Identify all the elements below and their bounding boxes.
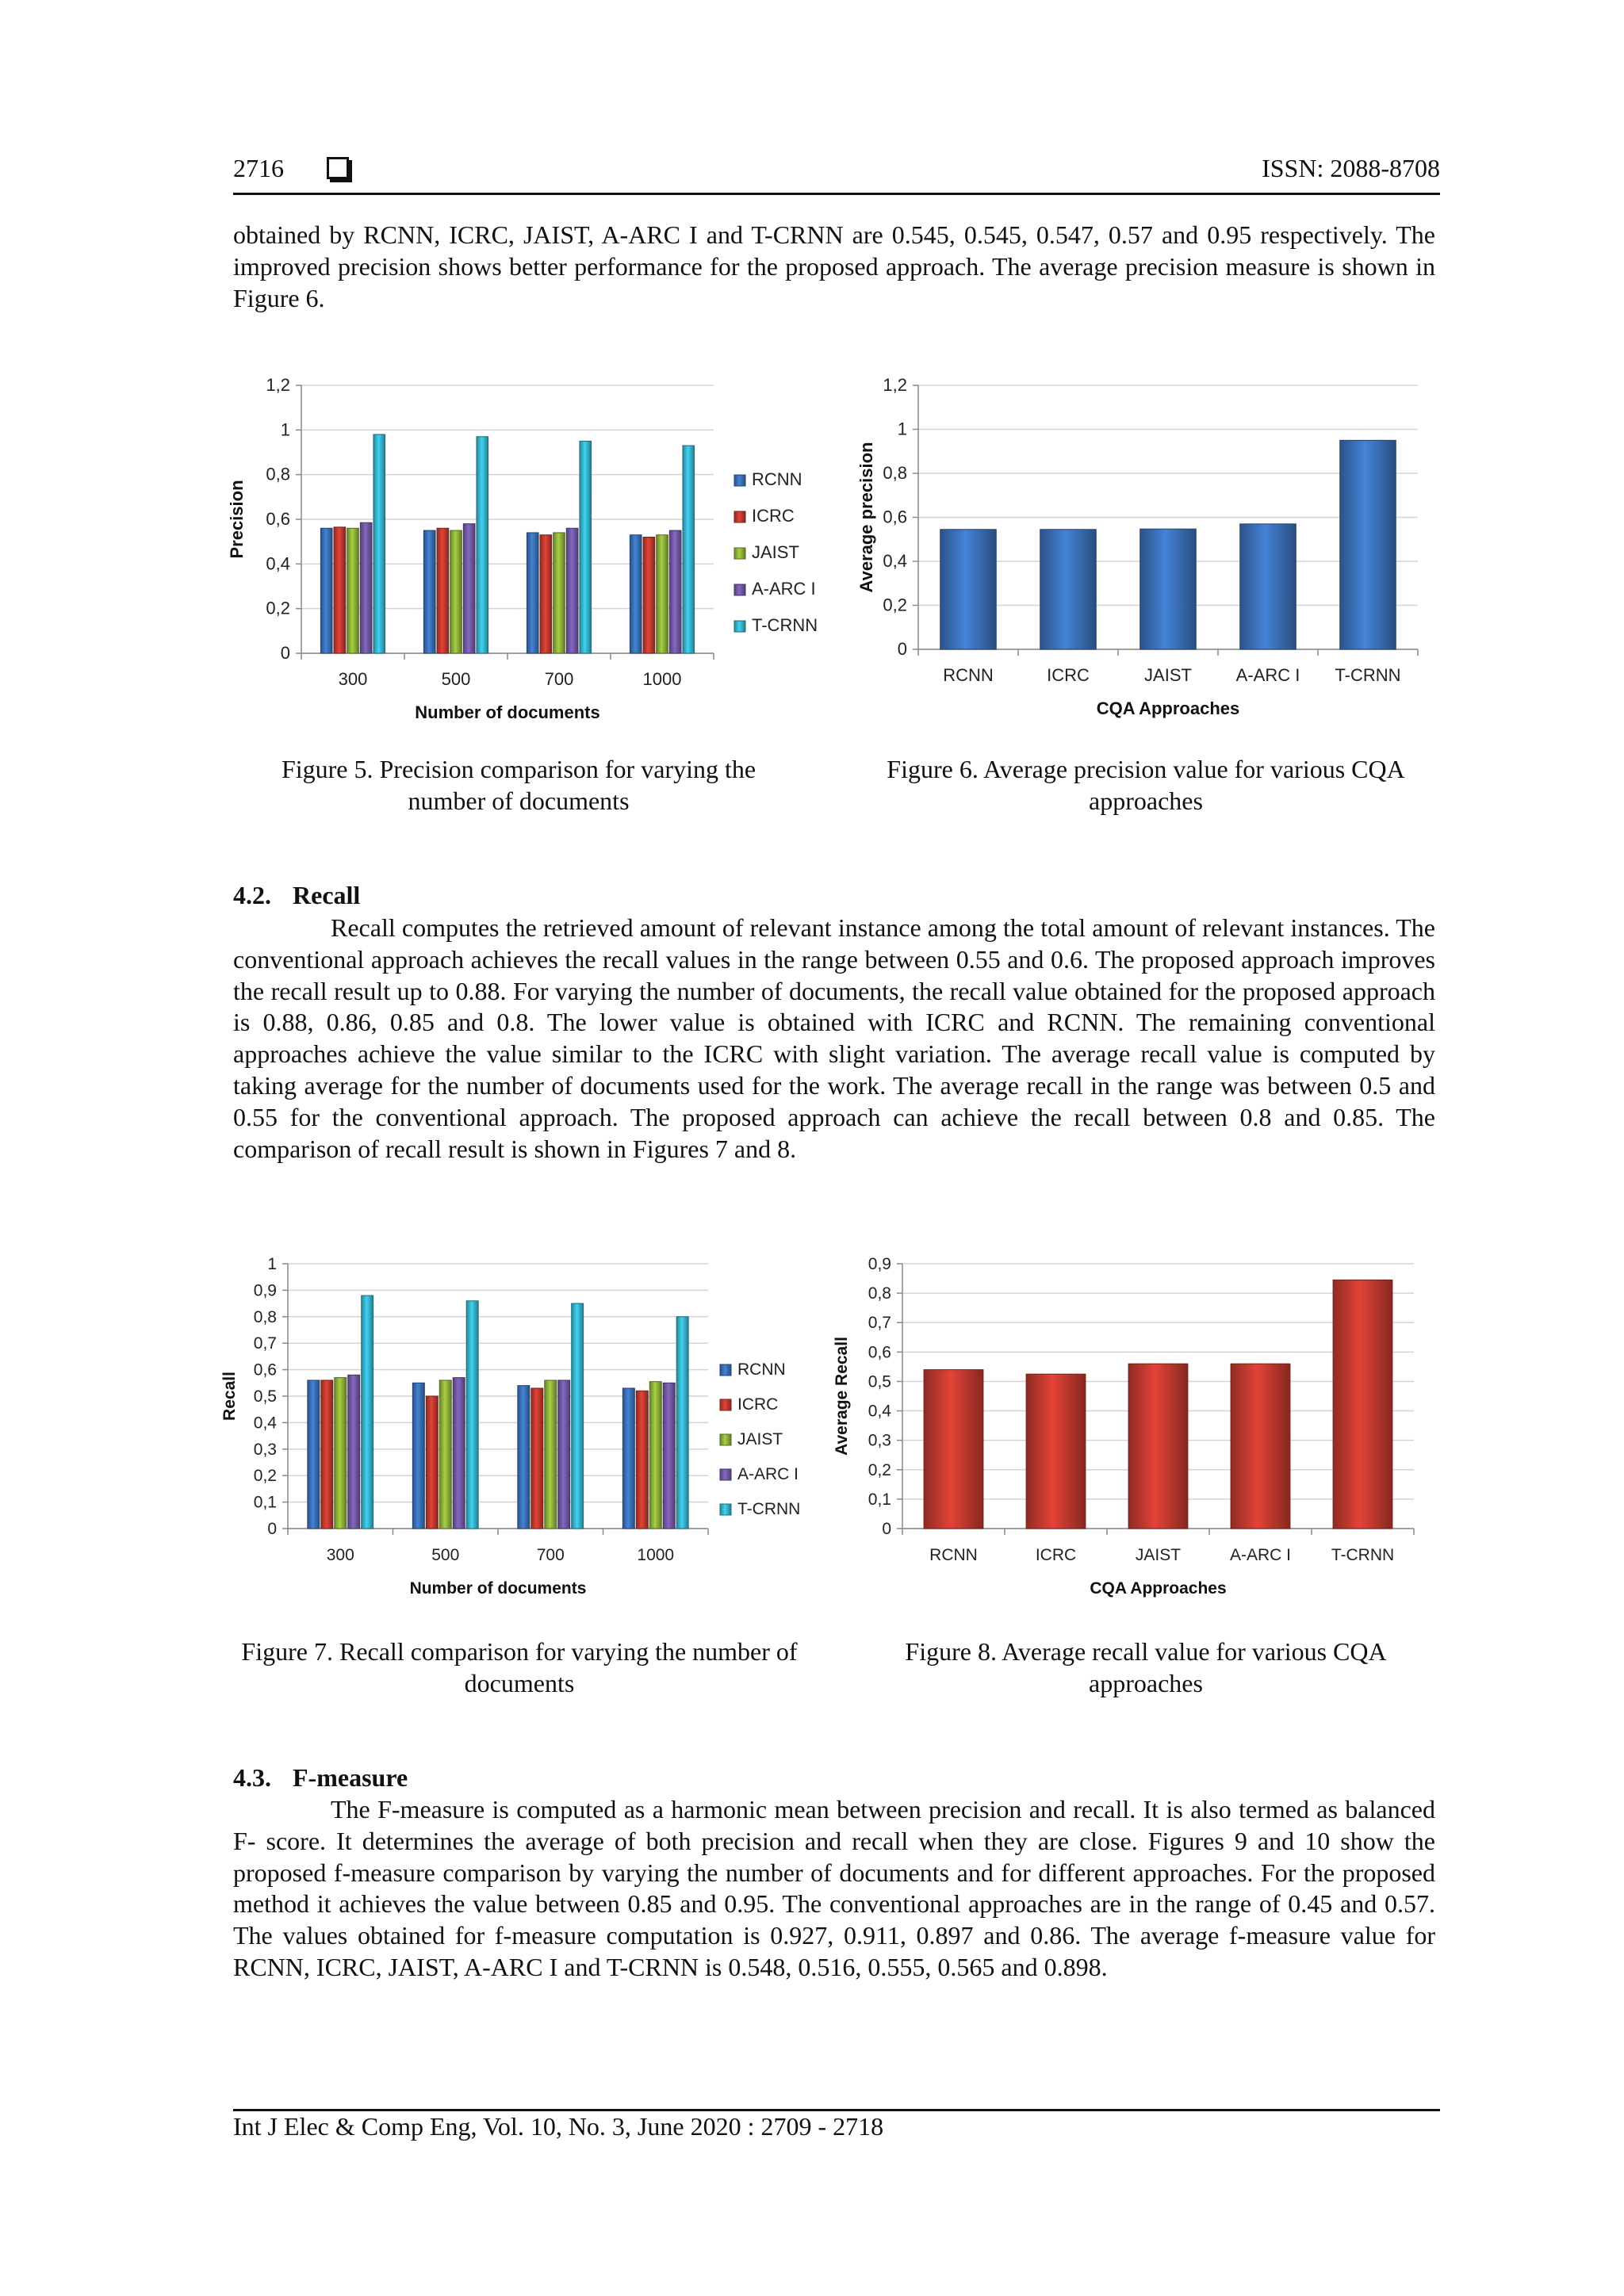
intro-paragraph: obtained by RCNN, ICRC, JAIST, A-ARC I and T-CRNN are 0.545, 0.545, 0.547, 0.57 and 0.95 respectively. The improved precision shows better performance for the proposed approach. The average precision measure is shown in Figure 6.	[233, 220, 1435, 312]
y-tick-label: 0,2	[868, 1460, 891, 1479]
bar-a-arc-i	[453, 1378, 465, 1529]
bar-jaist	[439, 1380, 451, 1529]
bar-icrc	[437, 528, 449, 653]
bar-icrc	[643, 538, 655, 653]
figure-8-caption: Figure 8. Average recall value for various CQA approaches	[905, 1637, 1387, 1697]
bar-icrc	[540, 535, 552, 653]
bar-t-crnn	[676, 1317, 688, 1529]
bar-jaist	[450, 530, 462, 653]
recall-paragraph: Recall computes the retrieved amount of relevant instance among the total amount of relevant instances. The conventional approach achieves the recall values in the range between 0.55 and 0.6. The proposed approach improves the recall result up to 0.88. For varying the number of documents, the recall value obtained for the proposed approach is 0.88, 0.86, 0.85 and 0.8. The lower value is obtained with ICRC and RCNN. The remaining conventional approaches achieve the value similar to the ICRC with slight variation. The average recall value is computed by taking average for the number of documents used for the work. The average recall in the range was between 0.5 and 0.55 for the conventional approach. The proposed approach can achieve the recall between 0.8 and 0.85. The comparison of recall result is shown in Figures 7 and 8.	[233, 913, 1435, 1163]
bar-rcnn	[518, 1386, 530, 1529]
y-tick-label: 0,1	[868, 1490, 891, 1509]
bar-icrc	[1026, 1374, 1086, 1529]
y-tick-label: 0,8	[883, 463, 907, 483]
y-tick-label: 1	[267, 1255, 277, 1273]
bar-jaist	[553, 533, 565, 653]
bar-rcnn	[527, 533, 538, 653]
y-tick-label: 0	[280, 643, 290, 663]
bar-icrc	[334, 527, 346, 653]
bar-a-arc-i	[1231, 1364, 1290, 1529]
fmeasure-paragraph: The F-measure is computed as a harmonic mean between precision and recall. It is also termed as balanced F- score. It determines the average of both precision and recall when they are close. Figures 9 and 10 show the proposed f-measure comparison by varying the number of documents and for different approaches. For the proposed method it achieves the value between 0.85 and 0.95. The conventional approaches are in the range of 0.45 and 0.57. The values obtained for f-measure computation is 0.927, 0.911, 0.897 and 0.86. The average f-measure value for RCNN, ICRC, JAIST, A-ARC I and T-CRNN is 0.548, 0.516, 0.555, 0.565 and 0.898.	[233, 1795, 1435, 1981]
bar-a-arc-i	[463, 524, 475, 653]
figure-5	[222, 366, 841, 739]
bar-a-arc-i	[558, 1380, 570, 1529]
bar-rcnn	[423, 530, 435, 653]
bar-t-crnn	[466, 1301, 478, 1529]
x-axis-title: Number of documents	[409, 1579, 587, 1598]
section-heading-fmeasure	[233, 1763, 408, 1793]
running-footer: Int J Elec & Comp Eng, Vol. 10, No. 3, June 2020 : 2709 - 2718	[233, 2112, 884, 2141]
bar-rcnn	[630, 535, 642, 653]
legend-label: RCNN	[737, 1360, 786, 1379]
bar-jaist	[347, 528, 359, 653]
x-tick-label: 500	[431, 1546, 460, 1564]
figure-6-caption: Figure 6. Average precision value for various CQA approaches	[887, 755, 1405, 815]
section-number: 4.2.	[233, 881, 271, 909]
y-tick-label: 0,4	[883, 551, 907, 571]
legend-label: A-ARC I	[752, 579, 816, 599]
bar-icrc	[1040, 530, 1097, 649]
y-tick-label: 0,5	[253, 1387, 277, 1406]
y-tick-label: 0	[897, 639, 907, 659]
x-tick-label: T-CRNN	[1335, 665, 1401, 685]
figure-7	[213, 1246, 831, 1619]
legend-swatch	[720, 1504, 731, 1515]
section-title: Recall	[293, 881, 361, 909]
footer-rule	[233, 2109, 1440, 2111]
running-header	[233, 154, 1440, 193]
page-number: 2716	[233, 154, 284, 182]
y-tick-label: 0,2	[266, 598, 290, 618]
bar-t-crnn	[580, 441, 592, 653]
y-tick-label: 0,5	[868, 1372, 891, 1391]
section-title: F-measure	[293, 1763, 408, 1792]
x-tick-label: 700	[544, 669, 574, 689]
legend-swatch	[734, 511, 745, 522]
section-number: 4.3.	[233, 1763, 271, 1792]
x-tick-label: 300	[338, 669, 368, 689]
bar-a-arc-i	[663, 1383, 675, 1529]
bar-a-arc-i	[566, 528, 578, 653]
y-tick-label: 0,8	[253, 1307, 277, 1326]
x-tick-label: ICRC	[1035, 1546, 1077, 1564]
x-tick-label: A-ARC I	[1229, 1546, 1292, 1564]
y-tick-label: 0,6	[266, 509, 290, 529]
figure-6	[848, 366, 1443, 739]
legend-label: JAIST	[737, 1430, 783, 1448]
legend-label: T-CRNN	[737, 1500, 801, 1518]
x-tick-label: 300	[326, 1546, 354, 1564]
figure-7-chart	[213, 1246, 831, 1619]
bar-t-crnn	[572, 1303, 584, 1529]
legend-label: ICRC	[752, 506, 795, 526]
bar-t-crnn	[373, 434, 385, 653]
y-tick-label: 0	[882, 1520, 891, 1538]
legend-swatch	[720, 1434, 731, 1445]
y-tick-label: 0,2	[883, 595, 907, 615]
y-tick-label: 0,3	[253, 1440, 277, 1459]
legend-swatch	[734, 621, 745, 632]
x-axis-title: CQA Approaches	[1096, 698, 1240, 718]
bar-rcnn	[308, 1380, 320, 1529]
bar-a-arc-i	[1240, 524, 1297, 649]
bar-icrc	[426, 1396, 438, 1529]
bar-rcnn	[622, 1388, 634, 1529]
legend-swatch	[720, 1399, 731, 1410]
y-tick-label: 0,4	[868, 1402, 891, 1421]
legend-label: A-ARC I	[737, 1465, 799, 1483]
bar-jaist	[1128, 1364, 1188, 1529]
bar-jaist	[657, 535, 668, 653]
y-tick-label: 0,8	[868, 1284, 891, 1303]
header-rule	[233, 193, 1440, 195]
y-tick-label: 0,3	[868, 1431, 891, 1450]
x-tick-label: RCNN	[943, 665, 994, 685]
figure-8	[825, 1246, 1443, 1619]
legend-swatch	[720, 1469, 731, 1480]
x-axis-title: CQA Approaches	[1090, 1579, 1227, 1598]
y-tick-label: 1,2	[266, 375, 290, 395]
y-axis-title: Average precision	[856, 442, 876, 593]
y-tick-label: 0,9	[868, 1255, 891, 1273]
figure-8-chart	[825, 1246, 1443, 1619]
bar-a-arc-i	[669, 530, 681, 653]
y-tick-label: 0,2	[253, 1467, 277, 1486]
y-tick-label: 0,1	[253, 1493, 277, 1512]
y-tick-label: 0,7	[253, 1334, 277, 1353]
y-tick-label: 0,6	[883, 507, 907, 527]
legend-swatch	[720, 1364, 731, 1376]
bar-t-crnn	[1340, 440, 1396, 649]
y-axis-title: Precision	[227, 480, 247, 559]
x-tick-label: T-CRNN	[1331, 1546, 1395, 1564]
bar-jaist	[335, 1378, 347, 1529]
x-tick-label: 1000	[637, 1546, 675, 1564]
legend-swatch	[734, 584, 745, 595]
bar-t-crnn	[362, 1295, 373, 1529]
figure-5-chart	[222, 366, 841, 739]
legend-swatch	[734, 475, 745, 486]
y-tick-label: 0,8	[266, 464, 290, 484]
x-tick-label: JAIST	[1144, 665, 1192, 685]
bar-t-crnn	[1333, 1280, 1392, 1529]
y-tick-label: 0,6	[868, 1343, 891, 1362]
issn-label: ISSN: 2088-8708	[1262, 154, 1440, 182]
y-tick-label: 0	[267, 1520, 277, 1538]
x-tick-label: ICRC	[1047, 665, 1090, 685]
bar-a-arc-i	[360, 522, 372, 653]
bar-icrc	[531, 1388, 543, 1529]
y-tick-label: 0,4	[253, 1414, 277, 1433]
legend-label: RCNN	[752, 469, 802, 489]
figure-6-chart	[848, 366, 1443, 739]
x-axis-title: Number of documents	[415, 702, 600, 722]
bar-jaist	[1140, 529, 1197, 649]
section-heading-recall	[233, 881, 360, 910]
y-tick-label: 0,6	[253, 1360, 277, 1380]
bar-jaist	[545, 1380, 557, 1529]
y-tick-label: 0,9	[253, 1281, 277, 1300]
y-tick-label: 0,4	[266, 553, 290, 574]
x-tick-label: A-ARC I	[1235, 665, 1300, 685]
x-tick-label: RCNN	[929, 1546, 978, 1564]
checkbox-square-icon	[327, 157, 349, 179]
legend-swatch	[734, 548, 745, 559]
bar-rcnn	[924, 1370, 983, 1529]
y-tick-label: 0,7	[868, 1314, 891, 1333]
bar-rcnn	[412, 1383, 424, 1529]
bar-icrc	[321, 1380, 333, 1529]
x-tick-label: 500	[441, 669, 471, 689]
figure-5-caption: Figure 5. Precision comparison for varying the number of documents	[281, 755, 756, 815]
legend-label: JAIST	[752, 542, 799, 562]
y-axis-title: Recall	[220, 1372, 239, 1421]
bar-jaist	[649, 1382, 661, 1529]
x-tick-label: 1000	[642, 669, 682, 689]
bar-t-crnn	[683, 446, 695, 653]
legend-label: T-CRNN	[752, 615, 818, 635]
bar-t-crnn	[477, 437, 488, 653]
bar-rcnn	[940, 530, 997, 649]
x-tick-label: 700	[536, 1546, 565, 1564]
bar-icrc	[636, 1391, 648, 1529]
y-tick-label: 1	[897, 419, 907, 439]
legend-label: ICRC	[737, 1395, 779, 1414]
y-tick-label: 1	[280, 419, 290, 440]
bar-rcnn	[320, 528, 332, 653]
bar-a-arc-i	[348, 1375, 360, 1529]
y-axis-title: Average Recall	[833, 1337, 851, 1456]
x-tick-label: JAIST	[1135, 1546, 1182, 1564]
figure-7-caption: Figure 7. Recall comparison for varying the number of documents	[241, 1637, 798, 1697]
y-tick-label: 1,2	[883, 375, 907, 395]
